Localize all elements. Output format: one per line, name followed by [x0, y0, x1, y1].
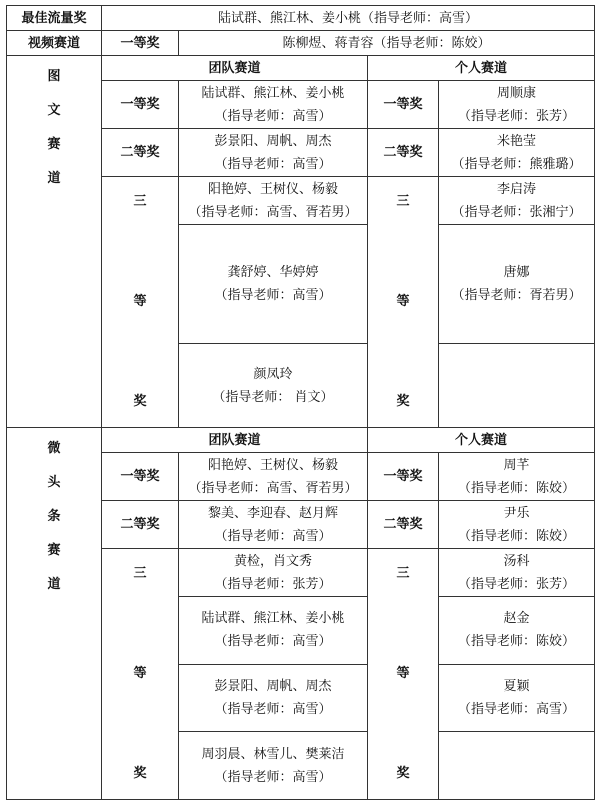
entry-advisor: （指导老师：胥若男）: [451, 288, 582, 304]
graphic-individual-second-award: 二等奖: [368, 129, 439, 177]
headline-individual-third-award: 三 等 奖: [368, 549, 439, 800]
entry-advisor: （指导老师：陈姣）: [458, 528, 576, 544]
entry-advisor: （指导老师：张湘宁）: [451, 204, 582, 220]
headline-team-third-award: 三 等 奖: [102, 549, 179, 800]
graphic-team-first-award: 一等奖: [102, 81, 179, 129]
headline-team-third-entry-2: [179, 597, 368, 665]
headline-team-second-award: 二等奖: [102, 501, 179, 549]
entry-advisor: （指导老师：高雪）: [214, 528, 332, 544]
entry-advisor: （指导老师：高雪）: [214, 769, 332, 785]
entry-names: 尹乐: [503, 505, 530, 521]
entry-names: 彭景阳、周帆、周杰: [214, 678, 332, 694]
entry-advisor: （指导老师：高雪）: [458, 701, 576, 717]
entry-names: 周羽晨、林雪儿、樊莱洁: [201, 746, 345, 762]
entry-names: 阳艳婷、王树仪、杨毅: [207, 457, 338, 473]
graphic-individual-third-entry-2: [439, 225, 595, 344]
entry-names: 赵金: [503, 611, 530, 627]
graphic-team-header: 团队赛道: [102, 56, 368, 81]
entry-names: 周芊: [503, 457, 530, 473]
graphic-team-second-entry: [179, 129, 368, 177]
entry-advisor: （指导老师：张芳）: [458, 576, 576, 592]
headline-individual-first-award: 一等奖: [368, 453, 439, 501]
graphic-individual-first-award: 一等奖: [368, 81, 439, 129]
headline-track-label: 微 头 条 赛 道: [7, 428, 102, 800]
entry-advisor: （指导老师：陈姣）: [458, 480, 576, 496]
headline-team-header: 团队赛道: [102, 428, 368, 453]
entry-names: 夏颖: [503, 678, 530, 694]
headline-team-third-entry-1: [179, 549, 368, 597]
entry-advisor: （指导老师：高雪）: [214, 288, 332, 304]
headline-team-first-entry: [179, 453, 368, 501]
entry-advisor: （指导老师：高雪）: [214, 701, 332, 717]
best-traffic-row: [7, 6, 595, 31]
entry-names: 颜凤玲: [253, 366, 293, 382]
graphic-team-first-entry: [179, 81, 368, 129]
headline-individual-third-entry-1: [439, 549, 595, 597]
entry-names: 李启涛: [497, 181, 537, 197]
entry-advisor: （指导老师：陈姣）: [458, 634, 576, 650]
headline-individual-header: 个人赛道: [368, 428, 595, 453]
headline-individual-third-empty: [439, 732, 595, 800]
entry-advisor: （指导老师：熊雅璐）: [451, 156, 582, 172]
entry-advisor: （指导老师：高雪、胥若男）: [188, 204, 358, 220]
graphic-header-row: [7, 56, 595, 81]
entry-names: 汤科: [503, 553, 530, 569]
entry-names: 黎美、李迎春、赵月辉: [207, 505, 338, 521]
video-label: 视频赛道: [7, 31, 102, 56]
graphic-individual-third-award: 三 等 奖: [368, 177, 439, 428]
entry-names: 陆试群、熊江林、姜小桃: [201, 611, 345, 627]
entry-names: 龚舒婷、华婷婷: [227, 265, 319, 281]
entry-names: 周顺康: [497, 85, 537, 101]
entry-names: 彭景阳、周帆、周杰: [214, 133, 332, 149]
entry-advisor: （指导老师：高雪）: [214, 156, 332, 172]
entry-advisor: （指导老师：张芳）: [214, 576, 332, 592]
headline-team-first-award: 一等奖: [102, 453, 179, 501]
headline-individual-third-entry-2: [439, 597, 595, 665]
entry-names: 米艳莹: [497, 133, 537, 149]
headline-team-third-entry-4: [179, 732, 368, 800]
best-traffic-label: 最佳流量奖: [7, 6, 102, 31]
graphic-team-third-entry-2: [179, 225, 368, 344]
graphic-track-label: 图 文 赛 道: [7, 56, 102, 428]
graphic-individual-second-entry: [439, 129, 595, 177]
video-award: 一等奖: [102, 31, 179, 56]
entry-names: 阳艳婷、王树仪、杨毅: [207, 181, 338, 197]
graphic-team-third-award: 三 等 奖: [102, 177, 179, 428]
headline-header-row: [7, 428, 595, 453]
headline-individual-third-entry-3: [439, 664, 595, 732]
graphic-team-third-entry-1: [179, 177, 368, 225]
entry-names: 陆试群、熊江林、姜小桃: [201, 85, 345, 101]
entry-names: 黄检，肖文秀: [233, 553, 312, 569]
graphic-team-second-award: 二等奖: [102, 129, 179, 177]
headline-individual-second-entry: [439, 501, 595, 549]
headline-team-third-entry-3: [179, 664, 368, 732]
headline-individual-second-award: 二等奖: [368, 501, 439, 549]
graphic-individual-header: 个人赛道: [368, 56, 595, 81]
award-table: [6, 5, 595, 800]
graphic-individual-first-entry: [439, 81, 595, 129]
video-row: [7, 31, 595, 56]
video-winners: 陈柳煜、蒋青容（指导老师：陈姣）: [179, 31, 595, 56]
headline-individual-first-entry: [439, 453, 595, 501]
entry-advisor: （指导老师：高雪）: [214, 108, 332, 124]
entry-advisor: （指导老师：高雪）: [214, 634, 332, 650]
entry-advisor: （指导老师： 肖文）: [212, 389, 334, 405]
graphic-individual-third-entry-3: [179, 344, 368, 428]
entry-names: 唐娜: [503, 265, 530, 281]
entry-advisor: （指导老师：高雪、胥若男）: [188, 480, 358, 496]
graphic-individual-third-entry-1: [439, 177, 595, 225]
best-traffic-winners: 陆试群、熊江林、姜小桃（指导老师：高雪）: [102, 6, 595, 31]
headline-team-second-entry: [179, 501, 368, 549]
entry-advisor: （指导老师：张芳）: [458, 108, 576, 124]
